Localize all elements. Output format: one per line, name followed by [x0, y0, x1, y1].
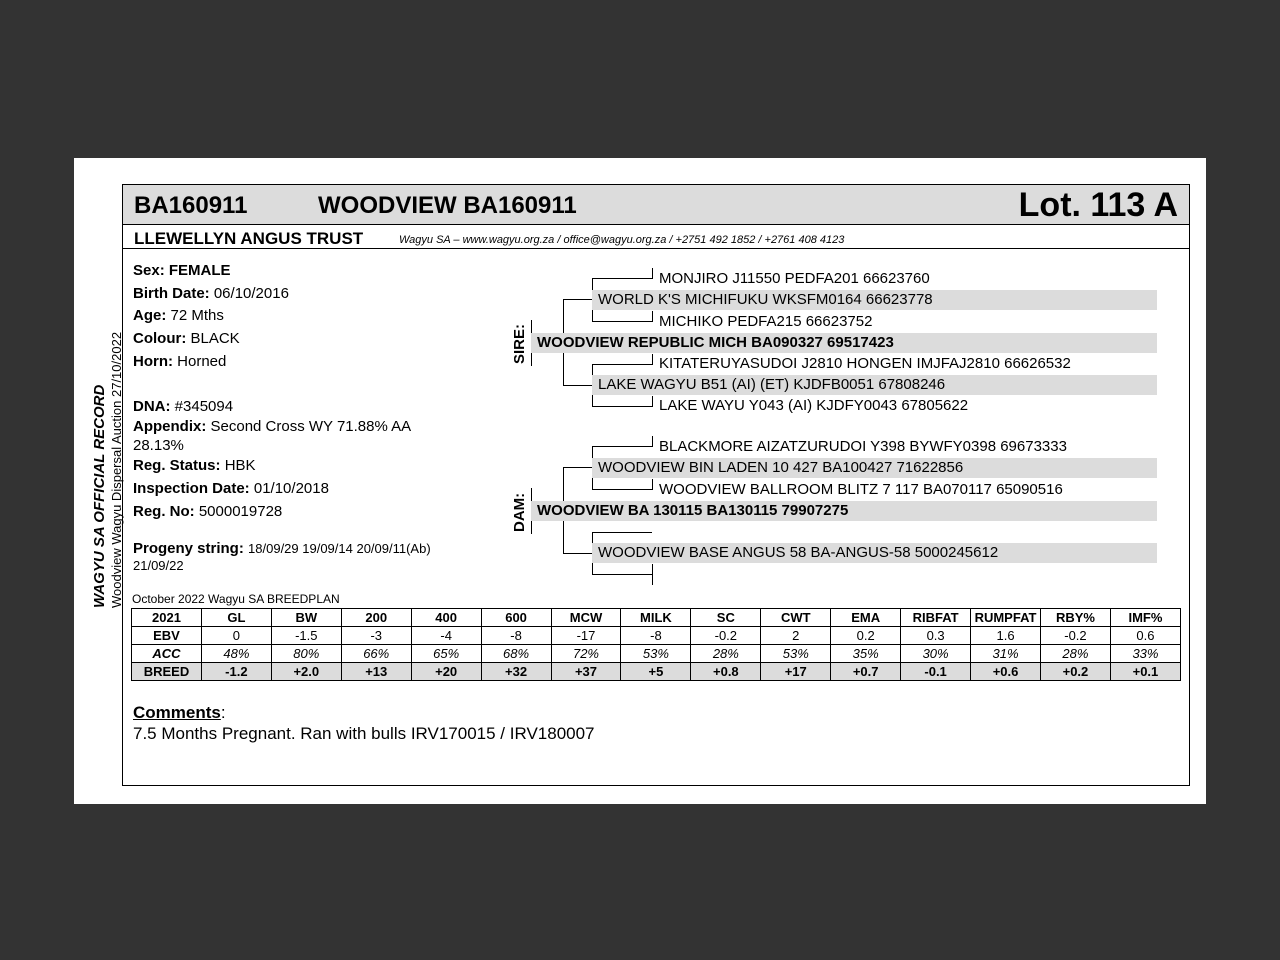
table-cell: 0.2: [831, 627, 901, 645]
table-cell: 400: [411, 609, 481, 627]
auction-label: Woodview Wagyu Dispersal Auction 27/10/2022: [109, 331, 124, 608]
table-cell: +17: [761, 663, 831, 681]
horn-value: Horned: [177, 353, 227, 370]
reg-status-value: HBK: [224, 457, 256, 474]
inspection-date-value: 01/10/2018: [253, 480, 329, 497]
table-cell: 68%: [481, 645, 551, 663]
table-cell: 0.6: [1110, 627, 1180, 645]
table-cell: RIBFAT: [901, 609, 971, 627]
horn-field: Horn: Horned: [133, 353, 227, 370]
table-cell: 600: [481, 609, 551, 627]
table-cell: 1.6: [971, 627, 1041, 645]
ebv-row: [132, 627, 1181, 645]
table-header-row: [132, 609, 1181, 627]
table-cell: 72%: [551, 645, 621, 663]
table-cell: -17: [551, 627, 621, 645]
table-cell: +32: [481, 663, 551, 681]
dna-field: DNA: #345094: [133, 398, 234, 415]
dna-value: #345094: [174, 398, 234, 415]
table-cell: 0.3: [901, 627, 971, 645]
table-cell: +0.2: [1040, 663, 1110, 681]
dam-sire-dam: WOODVIEW BALLROOM BLITZ 7 117 BA070117 65090516: [659, 481, 1063, 498]
birth-date-field: Birth Date: 06/10/2016: [133, 285, 289, 302]
table-cell: -4: [411, 627, 481, 645]
table-cell: +0.6: [971, 663, 1041, 681]
table-cell: +2.0: [271, 663, 341, 681]
age-value: 72 Mths: [170, 307, 224, 324]
table-cell: RUMPFAT: [971, 609, 1041, 627]
owner-name: LLEWELLYN ANGUS TRUST: [134, 229, 364, 248]
table-cell: 2021: [132, 609, 202, 627]
reg-no-value: 5000019728: [198, 503, 283, 520]
table-cell: -8: [481, 627, 551, 645]
acc-row: [132, 645, 1181, 663]
contact-info: Wagyu SA – www.wagyu.org.za / office@wagyu.org.za / +2751 492 1852 / +2761 408 4123: [399, 234, 845, 246]
table-cell: IMF%: [1110, 609, 1180, 627]
sex-value: FEMALE: [168, 262, 231, 279]
breedplan-caption: October 2022 Wagyu SA BREEDPLAN: [132, 592, 340, 606]
table-cell: 28%: [1040, 645, 1110, 663]
table-cell: GL: [201, 609, 271, 627]
table-cell: 80%: [271, 645, 341, 663]
dam-sire: WOODVIEW BIN LADEN 10 427 BA100427 71622856: [592, 458, 1157, 478]
dam-label: DAM:: [511, 492, 528, 532]
table-cell: 65%: [411, 645, 481, 663]
table-cell: 30%: [901, 645, 971, 663]
table-cell: EBV: [132, 627, 202, 645]
progeny-field: Progeny string: 18/09/29 19/09/14 20/09/11(Ab): [133, 540, 431, 557]
table-cell: EMA: [831, 609, 901, 627]
table-cell: +20: [411, 663, 481, 681]
table-cell: -3: [341, 627, 411, 645]
table-cell: 53%: [621, 645, 691, 663]
animal-tag: BA160911: [134, 192, 248, 219]
table-cell: -8: [621, 627, 691, 645]
table-cell: +37: [551, 663, 621, 681]
table-cell: 48%: [201, 645, 271, 663]
table-cell: 28%: [691, 645, 761, 663]
table-cell: -0.2: [691, 627, 761, 645]
table-cell: 200: [341, 609, 411, 627]
birth-date-value: 06/10/2016: [213, 285, 289, 302]
table-cell: BREED: [132, 663, 202, 681]
table-cell: 33%: [1110, 645, 1180, 663]
owner-bar: [123, 225, 1189, 249]
table-cell: +0.8: [691, 663, 761, 681]
sire-sire: WORLD K'S MICHIFUKU WKSFM0164 66623778: [592, 290, 1157, 310]
table-cell: +0.7: [831, 663, 901, 681]
sire-label: SIRE:: [511, 323, 528, 364]
table-cell: ACC: [132, 645, 202, 663]
table-cell: -1.5: [271, 627, 341, 645]
table-cell: 53%: [761, 645, 831, 663]
progeny-value: 18/09/29 19/09/14 20/09/11(Ab): [248, 541, 431, 556]
table-cell: 2: [761, 627, 831, 645]
record-header: [123, 185, 1189, 225]
table-cell: BW: [271, 609, 341, 627]
sire-dam-sire: KITATERUYASUDOI J2810 HONGEN IMJFAJ2810 66626532: [659, 355, 1071, 372]
table-cell: MILK: [621, 609, 691, 627]
table-cell: +0.1: [1110, 663, 1180, 681]
table-cell: +13: [341, 663, 411, 681]
table-cell: 0: [201, 627, 271, 645]
table-cell: +5: [621, 663, 691, 681]
table-cell: -1.2: [201, 663, 271, 681]
animal-name: WOODVIEW BA160911: [318, 192, 577, 219]
dam-dam: WOODVIEW BASE ANGUS 58 BA-ANGUS-58 5000245612: [592, 543, 1157, 563]
sire-sire-dam: MICHIKO PEDFA215 66623752: [659, 313, 873, 330]
appendix-field: Appendix: Second Cross WY 71.88% AA: [133, 418, 412, 435]
dam-name: WOODVIEW BA 130115 BA130115 79907275: [531, 501, 1157, 521]
table-cell: CWT: [761, 609, 831, 627]
progeny-value-cont: 21/09/22: [133, 558, 184, 573]
official-record-label: WAGYU SA OFFICIAL RECORD: [91, 384, 108, 608]
table-cell: 31%: [971, 645, 1041, 663]
table-cell: MCW: [551, 609, 621, 627]
age-field: Age: 72 Mths: [133, 307, 224, 324]
lot-number: Lot. 113 A: [1018, 186, 1178, 224]
comments-text: 7.5 Months Pregnant. Ran with bulls IRV170015 / IRV180007: [133, 724, 595, 743]
comments-label: Comments:: [133, 703, 226, 722]
table-cell: 35%: [831, 645, 901, 663]
sire-dam: LAKE WAGYU B51 (AI) (ET) KJDFB0051 67808246: [592, 375, 1157, 395]
table-cell: SC: [691, 609, 761, 627]
appendix-value: Second Cross WY 71.88% AA: [210, 418, 412, 435]
sire-name: WOODVIEW REPUBLIC MICH BA090327 69517423: [531, 333, 1157, 353]
dam-sire-sire: BLACKMORE AIZATZURUDOI Y398 BYWFY0398 69673333: [659, 438, 1067, 455]
sire-sire-sire: MONJIRO J11550 PEDFA201 66623760: [659, 270, 930, 287]
inspection-date-field: Inspection Date: 01/10/2018: [133, 480, 329, 497]
table-cell: RBY%: [1040, 609, 1110, 627]
breed-row: [132, 663, 1181, 681]
ebv-table: [131, 608, 1181, 681]
colour-value: BLACK: [190, 330, 240, 347]
appendix-value-cont: 28.13%: [133, 437, 184, 454]
colour-field: Colour: BLACK: [133, 330, 240, 347]
table-cell: 66%: [341, 645, 411, 663]
sire-dam-dam: LAKE WAYU Y043 (AI) KJDFY0043 67805622: [659, 397, 969, 414]
sex-field: Sex: FEMALE: [133, 262, 231, 279]
table-cell: -0.1: [901, 663, 971, 681]
table-cell: -0.2: [1040, 627, 1110, 645]
reg-no-field: Reg. No: 5000019728: [133, 503, 283, 520]
reg-status-field: Reg. Status: HBK: [133, 457, 256, 474]
